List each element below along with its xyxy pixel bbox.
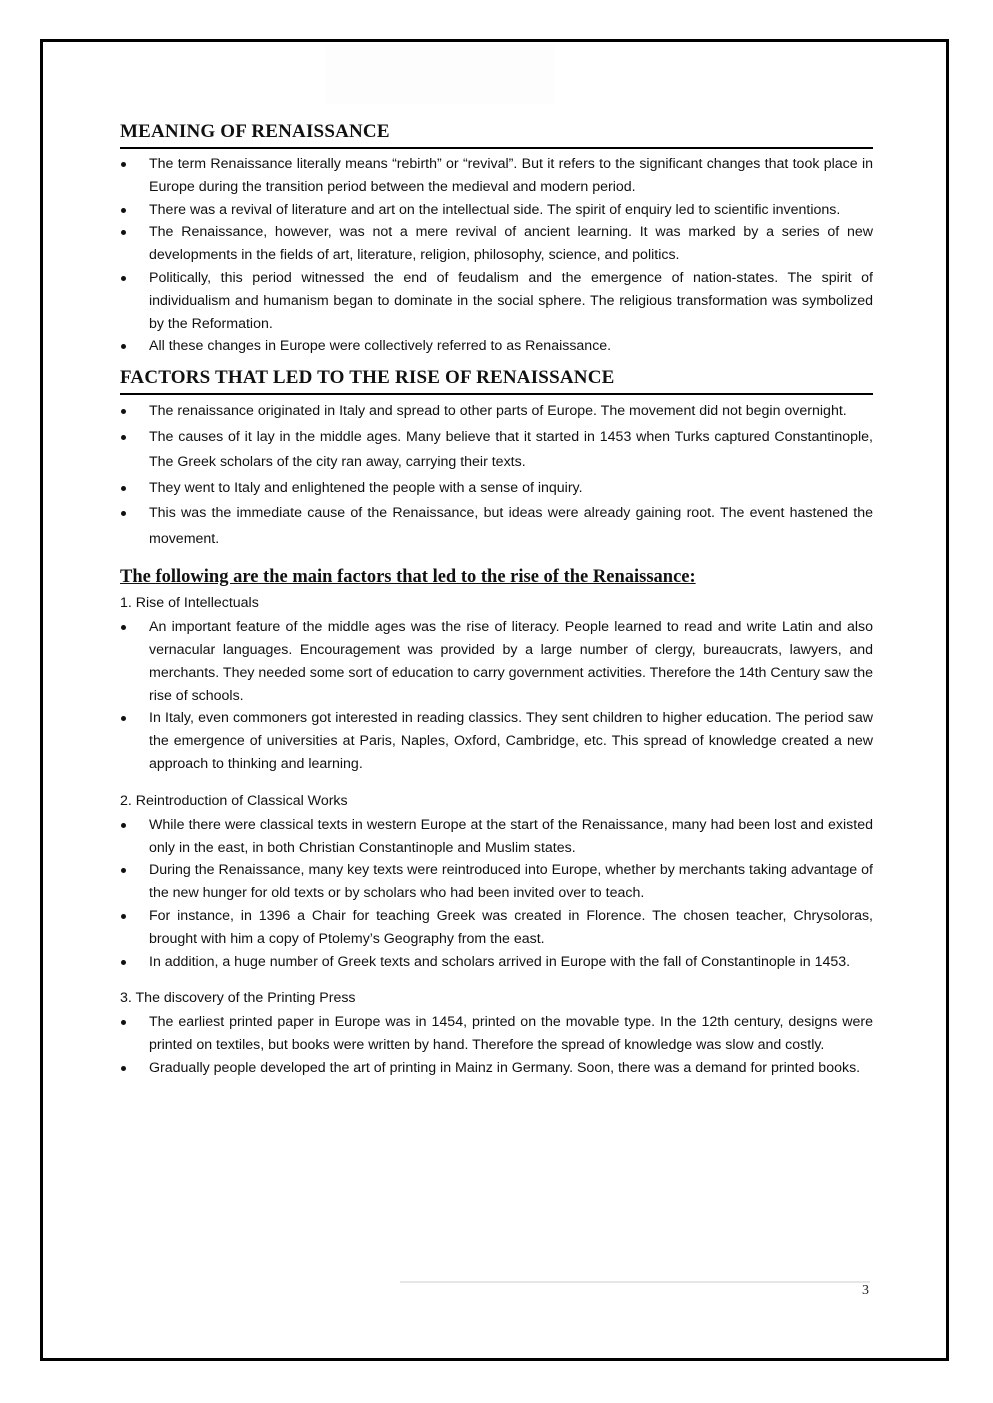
list-item: The renaissance originated in Italy and spread to other parts of Europe. The movement did not begin overnight. <box>120 399 873 425</box>
list-item: The term Renaissance literally means “rebirth” or “revival”. But it refers to the significant changes that took place in Europe during the transition period between the medieval and modern period. <box>120 153 873 199</box>
list-item: The causes of it lay in the middle ages. Many believe that it started in 1453 when Turks captured Constantinople, The Greek scholars of the city ran away, carrying their texts. <box>120 425 873 476</box>
list-item: In addition, a huge number of Greek texts and scholars arrived in Europe with the fall of Constantinople in 1453. <box>120 951 873 974</box>
main-factors-heading: The following are the main factors that led to the rise of the Renaissance: <box>120 567 696 588</box>
intellectuals-bullet-list <box>120 616 873 776</box>
list-item: Gradually people developed the art of printing in Mainz in Germany. Soon, there was a demand for printed books. <box>120 1057 873 1080</box>
printing-press-bullet-list <box>120 1011 873 1079</box>
list-item: In Italy, even commoners got interested in reading classics. They sent children to higher education. The period saw the emergence of universities at Paris, Naples, Oxford, Cambridge, etc. This spread of knowledge created a new approach to thinking and learning. <box>120 707 873 775</box>
list-item: While there were classical texts in western Europe at the start of the Renaissance, many had been lost and existed only in the east, in both Christian Constantinople and Muslim states. <box>120 814 873 860</box>
document-body <box>120 118 873 1080</box>
list-item: During the Renaissance, many key texts were reintroduced into Europe, whether by merchants taking advantage of the new hunger for old texts or by scholars who had been invited over to teach. <box>120 859 873 905</box>
subheading-classical-works: 2. Reintroduction of Classical Works <box>120 792 348 809</box>
list-item: There was a revival of literature and art on the intellectual side. The spirit of enquiry led to scientific inventions. <box>120 199 873 222</box>
factors-bullet-list <box>120 399 873 552</box>
faded-header <box>325 44 555 104</box>
list-item: For instance, in 1396 a Chair for teaching Greek was created in Florence. The chosen teacher, Chrysoloras, brought with him a copy of Ptolemy’s Geography from the east. <box>120 905 873 951</box>
footer-divider <box>400 1281 870 1283</box>
list-item: An important feature of the middle ages was the rise of literacy. People learned to read and write Latin and also vernacular languages. Encouragement was provided by a large number of clergy, bureaucrats, lawyers, and merchants. They needed some sort of education to carry government activities. Therefore the 14th Century saw the rise of schools. <box>120 616 873 707</box>
section-heading-meaning: MEANING OF RENAISSANCE <box>120 118 873 149</box>
list-item: They went to Italy and enlightened the people with a sense of inquiry. <box>120 476 873 502</box>
classical-works-bullet-list <box>120 814 873 974</box>
subheading-printing-press: 3. The discovery of the Printing Press <box>120 990 356 1007</box>
page-number: 3 <box>862 1283 869 1298</box>
section-heading-factors: FACTORS THAT LED TO THE RISE OF RENAISSANCE <box>120 364 873 395</box>
list-item: This was the immediate cause of the Renaissance, but ideas were already gaining root. The event hastened the movement. <box>120 501 873 552</box>
meaning-bullet-list <box>120 153 873 358</box>
list-item: All these changes in Europe were collectively referred to as Renaissance. <box>120 335 873 358</box>
list-item: Politically, this period witnessed the end of feudalism and the emergence of nation-states. The spirit of individualism and humanism began to dominate in the social sphere. The religious transformation was symbolized by the Reformation. <box>120 267 873 335</box>
subheading-rise-of-intellectuals: 1. Rise of Intellectuals <box>120 595 259 612</box>
list-item: The Renaissance, however, was not a mere revival of ancient learning. It was marked by a series of new developments in the fields of art, literature, religion, philosophy, science, and politics. <box>120 221 873 267</box>
list-item: The earliest printed paper in Europe was in 1454, printed on the movable type. In the 12th century, designs were printed on textiles, but books were written by hand. Therefore the spread of knowledge was slow and costly. <box>120 1011 873 1057</box>
